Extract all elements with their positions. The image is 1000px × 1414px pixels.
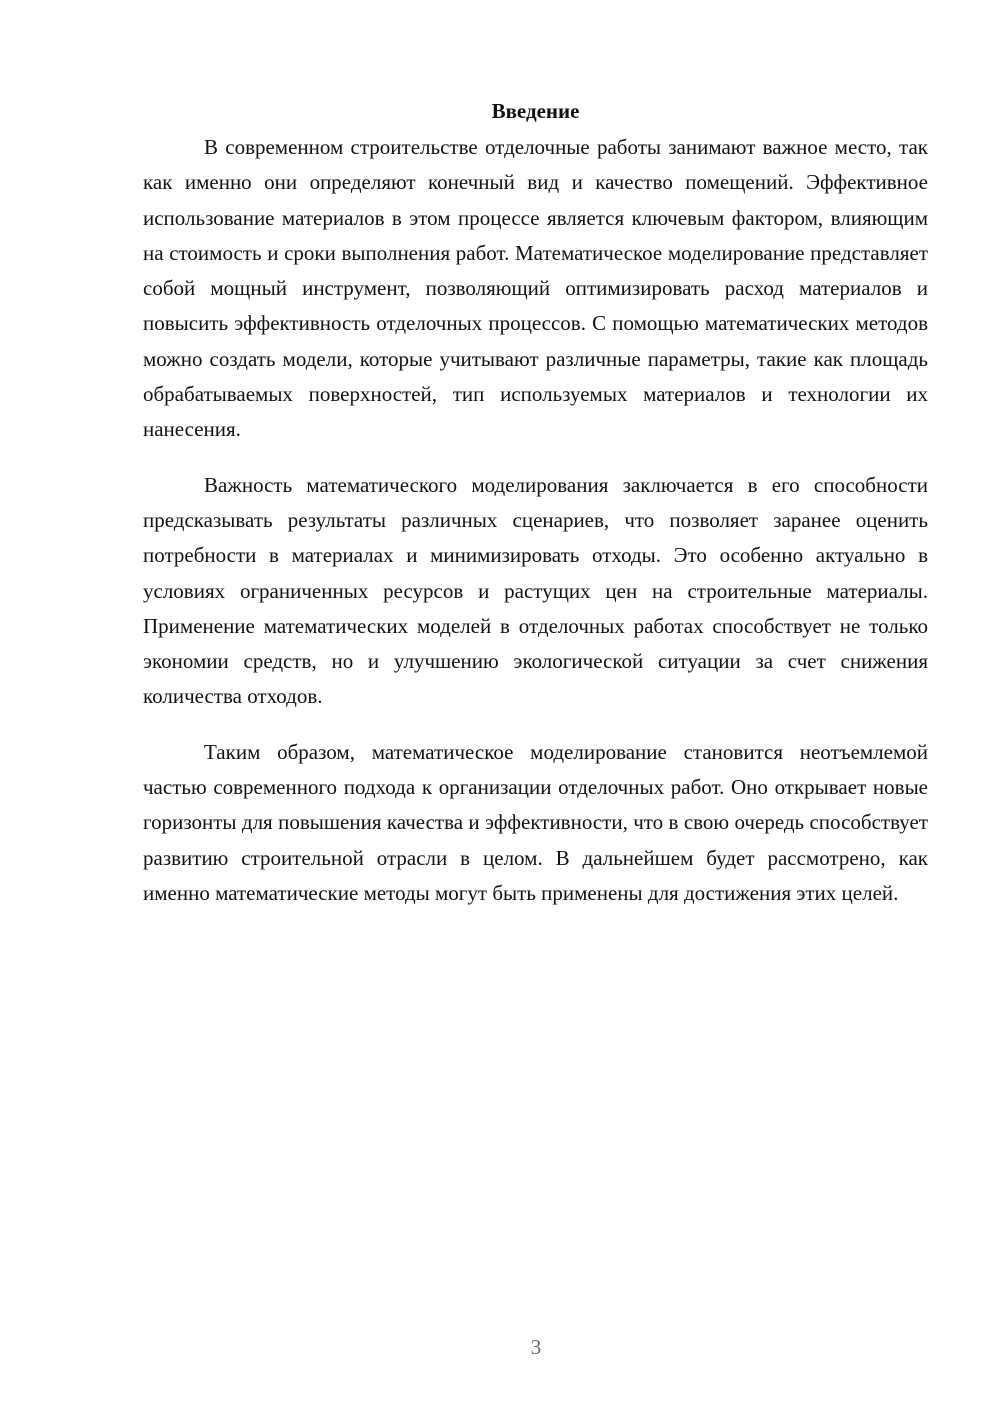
paragraph-2: Важность математического моделирования заключается в его способности предсказывать результаты различных сценариев, что позволяет заранее оценить потребности в материалах и минимизировать отходы. Это особенно актуально в условиях ограниченных ресурсов и растущих цен на строительные материалы. Применение математических моделей в отделочных работах способствует не только экономии средств, но и улучшению экологической ситуации за счет снижения количества отходов. [143,472,928,709]
page-number: 3 [530,1335,542,1359]
section-heading: Введение [491,99,580,123]
paragraph-3: Таким образом, математическое моделирование становится неотъемлемой частью современного подхода к организации отделочных работ. Оно открывает новые горизонты для повышения качества и эффективности, что в свою очередь способствует развитию строительной отрасли в целом. В дальнейшем будет рассмотрено, как именно математические методы могут быть применены для достижения этих целей. [143,739,928,905]
paragraph-1: В современном строительстве отделочные работы занимают важное место, так как именно они определяют конечный вид и качество помещений. Эффективное использование материалов в этом процессе является ключевым фактором, влияющим на стоимость и сроки выполнения работ. Математическое моделирование представляет собой мощный инструмент, позволяющий оптимизировать расход материалов и повысить эффективность отделочных процессов. С помощью математических методов можно создать модели, которые учитывают различные параметры, такие как площадь обрабатываемых поверхностей, тип используемых материалов и технологии их нанесения. [143,135,928,442]
page-content [143,96,928,931]
